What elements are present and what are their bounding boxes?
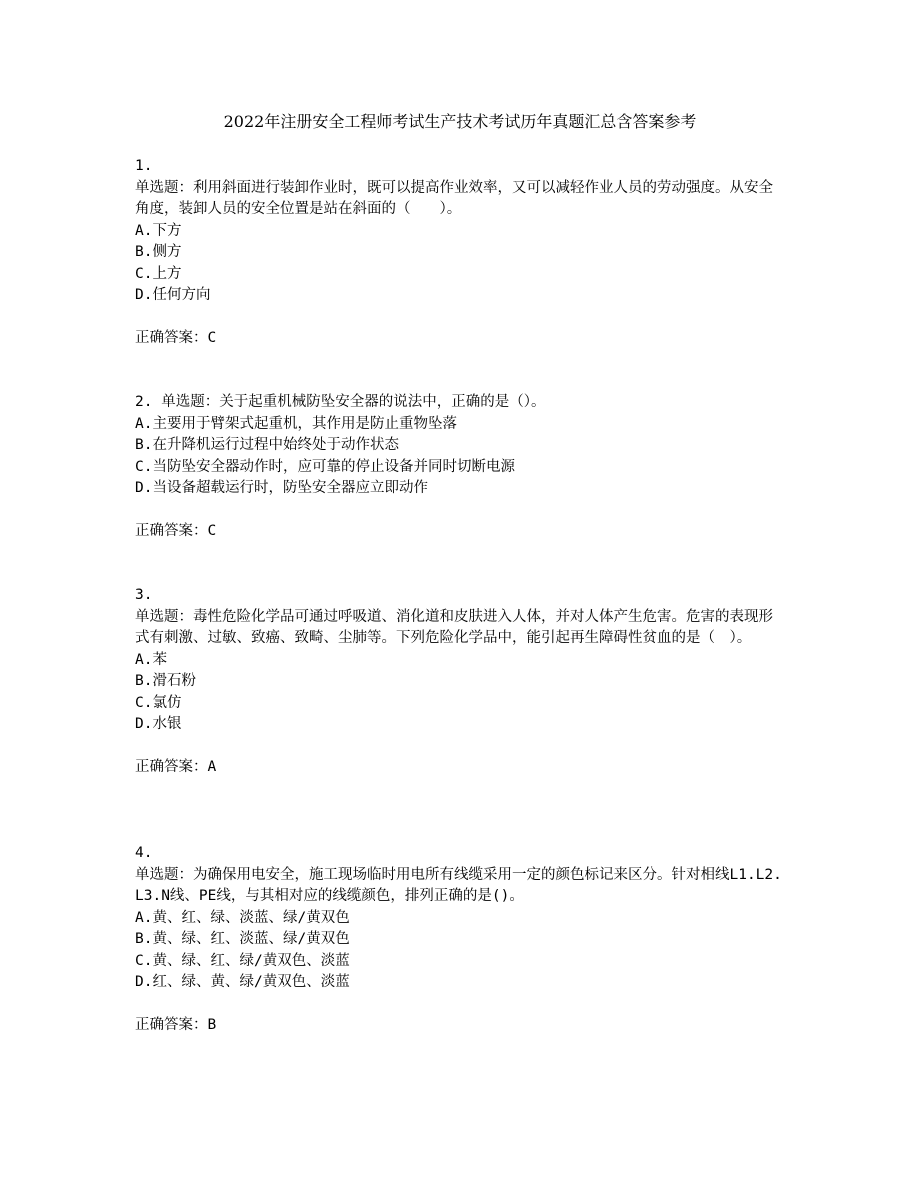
- question-stem: 单选题：利用斜面进行装卸作业时，既可以提高作业效率，又可以减轻作业人员的劳动强度。从安全角度，装卸人员的安全位置是站在斜面的（ ）。: [135, 179, 773, 217]
- option-c: C.黄、绿、红、绿/黄双色、淡蓝: [135, 952, 350, 969]
- question-2: [135, 392, 785, 543]
- question-3: [135, 585, 785, 779]
- question-1: [135, 156, 785, 350]
- question-number: 4.: [135, 845, 153, 861]
- question-4: [135, 843, 785, 1037]
- document-title: 2022年注册安全工程师考试生产技术考试历年真题汇总含答案参考: [223, 112, 697, 131]
- question-header: [135, 392, 785, 414]
- question-stem: 单选题：为确保用电安全，施工现场临时用电所有线缆采用一定的颜色标记来区分。针对相线L1.L2.L3.N线、PE线，与其相对应的线缆颜色，排列正确的是()。: [135, 866, 782, 904]
- option-a: A.苯: [135, 651, 167, 668]
- option-a: A.主要用于臂架式起重机，其作用是防止重物坠落: [135, 415, 457, 432]
- option-d: D.红、绿、黄、绿/黄双色、淡蓝: [135, 974, 350, 990]
- option-c: C.上方: [135, 265, 182, 282]
- question-number: 2.: [135, 394, 153, 410]
- question-number: 1.: [135, 158, 153, 174]
- option-b: B.黄、绿、红、淡蓝、绿/黄双色: [135, 931, 350, 947]
- question-stem: 单选题：毒性危险化学品可通过呼吸道、消化道和皮肤进入人体，并对人体产生危害。危害的表现形式有刺激、过敏、致癌、致畸、尘肺等。下列危险化学品中，能引起再生障碍性贫血的是（ ）。: [135, 608, 773, 646]
- correct-answer: 正确答案：C: [135, 330, 217, 346]
- correct-answer: 正确答案：B: [135, 1017, 217, 1033]
- option-b: B.侧方: [135, 244, 182, 260]
- question-number: 3.: [135, 587, 153, 603]
- option-c: C.当防坠安全器动作时，应可靠的停止设备并同时切断电源: [135, 458, 515, 475]
- option-b: B.滑石粉: [135, 673, 196, 689]
- option-d: D.水银: [135, 716, 182, 732]
- option-c: C.氯仿: [135, 694, 182, 711]
- correct-answer: 正确答案：A: [135, 759, 217, 775]
- option-b: B.在升降机运行过程中始终处于动作状态: [135, 437, 399, 453]
- option-a: A.下方: [135, 222, 182, 239]
- option-a: A.黄、红、绿、淡蓝、绿/黄双色: [135, 909, 350, 926]
- option-d: D.任何方向: [135, 287, 211, 303]
- correct-answer: 正确答案：C: [135, 523, 217, 539]
- option-d: D.当设备超载运行时，防坠安全器应立即动作: [135, 480, 428, 496]
- question-stem: 单选题：关于起重机械防坠安全器的说法中，正确的是（）。: [161, 394, 546, 410]
